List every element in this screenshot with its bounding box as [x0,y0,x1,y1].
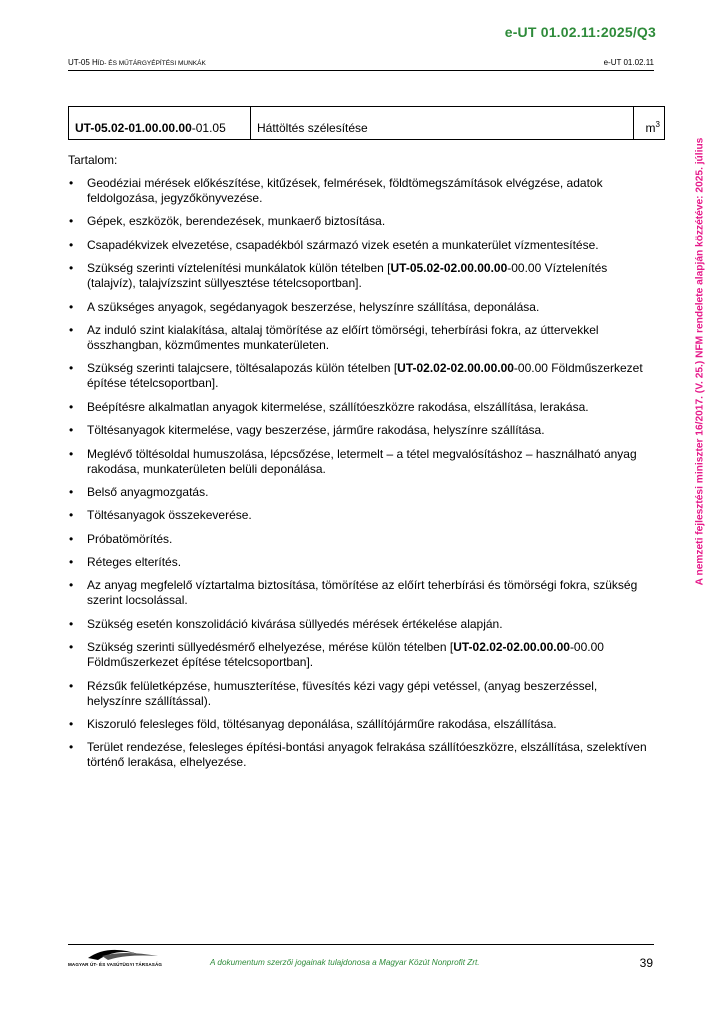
bullet-icon: • [69,322,74,337]
bullet-icon: • [69,423,74,438]
item-unit: $m^3$ [645,120,660,135]
association-logo: MAGYAR ÚT- ÉS VASÚTÜGYI TÁRSASÁG [68,946,163,970]
list-item: • Szükség szerinti talajcsere, töltésalapozás külön tételben [UT-02.02-02.00.00.00-00.00 Földműszerkezet építése tételcsoportban]. [69,361,643,391]
item-code: UT-05.02-01.00.00.00-01.05 [69,107,251,139]
bullet-icon: • [69,531,74,546]
list-item: • Terület rendezése, felesleges építési-bontási anyagok felrakása szállítóeszközre, elszállítása, szelektíven történő lerakása, elhelyezése. [69,740,647,770]
list-item: • Töltésanyagok összekeverése. [69,508,252,523]
bullet-icon: • [69,299,74,314]
bullet-icon: • [69,508,74,523]
list-item: • A szükséges anyagok, segédanyagok beszerzése, helyszínre szállítása, deponálása. [69,299,540,314]
item-header-table [68,106,665,140]
list-item: • Szükség szerinti víztelenítési munkálatok külön tételben [UT-05.02-02.00.00.00-00.00 Víztelenítés (talajvíz), talajvízszint süllyesztése tételcsoportban]. [69,261,608,291]
footer-rule [68,944,654,945]
bullet-icon: • [69,446,74,461]
list-item: • Beépítésre alkalmatlan anyagok kitermelése, szállítóeszközre rakodása, elszállítása, lerakása. [69,399,589,414]
bullet-icon: • [69,555,74,570]
bullet-icon: • [69,399,74,414]
bullet-icon: • [69,640,74,655]
list-item: • Gépek, eszközök, berendezések, munkaerő biztosítása. [69,214,386,229]
side-publication-note: A nemzeti fejlesztési miniszter 16/2017. (V. 25.) NFM rendelete alapján közzétéve: 2025. július [694,137,706,585]
bullet-icon: • [69,261,74,276]
list-item: • Belső anyagmozgatás. [69,484,209,499]
list-item: • Réteges elterítés. [69,555,182,570]
list-item: • Az anyag megfelelő víztartalma biztosítása, tömörítése az előírt teherbírási és tömörségi fokra, szükség szerint locsolással. [69,578,638,608]
running-header-left: UT-05 HÍD- ÉS MŰTÁRGYÉPÍTÉSI MUNKÁK [68,58,206,67]
content-list [68,176,654,779]
bullet-icon: • [69,616,74,631]
bullet-icon: • [69,484,74,499]
list-item: • Kiszoruló felesleges föld, töltésanyag deponálása, szállítójárműre rakodása, elszállítása. [69,717,557,732]
list-item: • Szükség szerinti süllyedésmérő elhelyezése, mérése külön tételben [UT-02.02-02.00.00.00-00.00 Földműszerkezet építése tételcsoportban]. [69,640,604,670]
list-item: • Csapadékvizek elvezetése, csapadékból származó vizek esetén a munkaterület vízmentesítése. [69,237,599,252]
list-item: • Töltésanyagok kitermelése, vagy beszerzése, járműre rakodása, helyszínre szállítása. [69,423,545,438]
list-item: • Az induló szint kialakítása, altalaj tömörítése az előírt tömörségi, teherbírási fokra, az úttervekkel összhangban, közműmentes munkaterületen. [69,322,599,352]
running-header [68,58,654,71]
copyright-note: A dokumentum szerzői jogainak tulajdonosa a Magyar Közút Nonprofit Zrt. [210,958,480,967]
list-item: • Szükség esetén konszolidáció kivárása süllyedés mérések értékelése alapján. [69,616,503,631]
page-number: 39 [639,956,653,970]
list-item: • Meglévő töltésoldal humuszolása, lépcsőzése, letermelt – a tétel megvalósításhoz – használható anyag rakodása, munkaterületen belüli deponálása. [69,446,637,476]
bullet-icon: • [69,237,74,252]
list-item: • Rézsűk felületképzése, humuszterítése, füvesítés kézi vagy gépi vetéssel, (anyag beszerzéssel, helyszínre szállítással). [69,678,598,708]
bullet-icon: • [69,361,74,376]
content-label: Tartalom: [68,153,118,167]
bullet-icon: • [69,214,74,229]
bullet-icon: • [69,740,74,755]
bullet-icon: • [69,678,74,693]
document-code: e-UT 01.02.11:2025/Q3 [504,24,656,40]
bullet-icon: • [69,176,74,190]
bullet-icon: • [69,717,74,732]
item-title: Háttöltés szélesítése [251,107,634,139]
list-item: • Próbatömörítés. [69,531,173,546]
list-item: • Geodéziai mérések előkészítése, kitűzések, felmérések, földtömegszámítások elvégzése, adatok feldolgozása, jegyzőkönyvezése. [69,176,603,205]
running-header-right: e-UT 01.02.11 [603,58,654,67]
bullet-icon: • [69,578,74,593]
